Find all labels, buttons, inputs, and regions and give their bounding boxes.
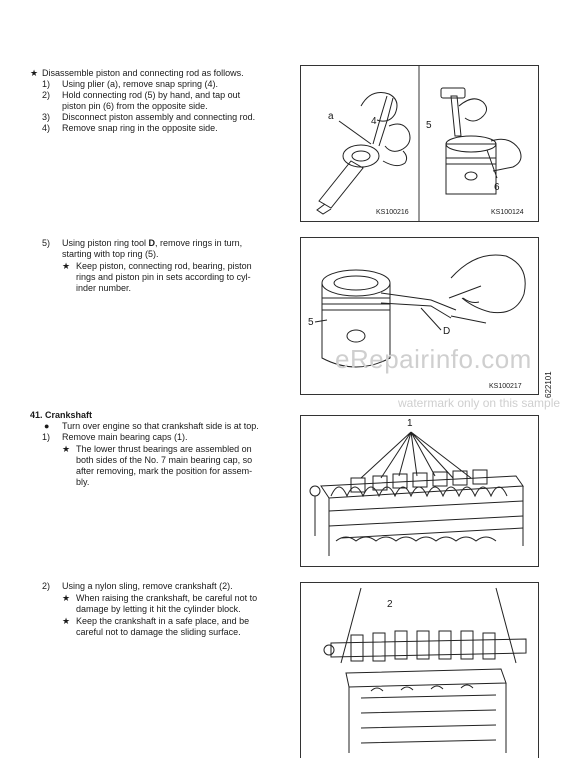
- bullet-text: Turn over engine so that crankshaft side is at top.: [62, 421, 259, 431]
- callout-a: a: [328, 111, 334, 122]
- step-number: 5): [42, 238, 51, 248]
- step-number: 3): [42, 112, 51, 122]
- note-text: The lower thrust bearings are assembled on: [76, 444, 252, 454]
- figure-code: KS100216: [376, 209, 409, 216]
- figure-code: KS100217: [489, 383, 522, 390]
- tool-label: D: [148, 238, 156, 248]
- callout-6: 6: [494, 182, 500, 193]
- crankshaft-sling-illustration: [301, 583, 538, 758]
- step-number: 1): [42, 432, 51, 442]
- engine-block-illustration: [301, 416, 538, 566]
- callout-5: 5: [426, 120, 432, 131]
- note-text: Keep piston, connecting rod, bearing, piston: [76, 261, 252, 271]
- piston-removal-illustration: [301, 66, 538, 221]
- step-number: 2): [42, 581, 51, 591]
- note-text: Keep the crankshaft in a safe place, and be: [76, 616, 250, 626]
- star-marker: ★: [30, 68, 39, 78]
- watermark-subtext: watermark only on this sample: [398, 396, 561, 410]
- star-marker: ★: [62, 261, 71, 271]
- bullet-marker: ●: [44, 421, 50, 431]
- section1-intro: Disassemble piston and connecting rod as follows.: [42, 68, 244, 78]
- callout-2: 2: [387, 599, 393, 610]
- note-text: bly.: [76, 477, 90, 487]
- step-number: 1): [42, 79, 51, 89]
- note-text: after removing, mark the position for assem-: [76, 466, 253, 476]
- step-text: piston pin (6) from the opposite side.: [62, 101, 208, 111]
- step-number: 2): [42, 90, 51, 100]
- note-text: inder number.: [76, 283, 132, 293]
- step-text: Using piston ring tool D, remove rings in turn,: [62, 238, 243, 248]
- star-marker: ★: [62, 616, 71, 626]
- callout-5: 5: [308, 317, 314, 328]
- figure-piston-removal: [300, 65, 539, 222]
- step-number: 4): [42, 123, 51, 133]
- note-text: careful not to damage the sliding surface.: [76, 627, 241, 637]
- step-text: Hold connecting rod (5) by hand, and tap out: [62, 90, 241, 100]
- callout-D: D: [443, 326, 451, 337]
- figure-code: KS100124: [491, 209, 524, 216]
- callout-4: 4: [371, 116, 377, 127]
- note-text: both sides of the No. 7 main bearing cap, so: [76, 455, 253, 465]
- note-text: When raising the crankshaft, be careful not to: [76, 593, 258, 603]
- star-marker: ★: [62, 593, 71, 603]
- step-text: Using a nylon sling, remove crankshaft (2).: [62, 581, 233, 591]
- note-text: damage by letting it hit the cylinder block.: [76, 604, 241, 614]
- star-marker: ★: [62, 444, 71, 454]
- callout-1: 1: [407, 418, 413, 429]
- step-text: Remove main bearing caps (1).: [62, 432, 188, 442]
- step-text: Disconnect piston assembly and connecting rod.: [62, 112, 256, 122]
- page-code: 622101: [544, 371, 553, 398]
- step-text: starting with top ring (5).: [62, 249, 159, 259]
- section-heading: 41. Crankshaft: [30, 410, 93, 420]
- step-text: Remove snap ring in the opposite side.: [62, 123, 218, 133]
- watermark-text: eRepairinfo.com: [335, 344, 532, 374]
- figure-crankshaft-removal: [300, 582, 539, 758]
- figure-main-bearing-caps: [300, 415, 539, 567]
- step-text: Using plier (a), remove snap spring (4).: [62, 79, 219, 89]
- note-text: rings and piston pin in sets according to cyl-: [76, 272, 251, 282]
